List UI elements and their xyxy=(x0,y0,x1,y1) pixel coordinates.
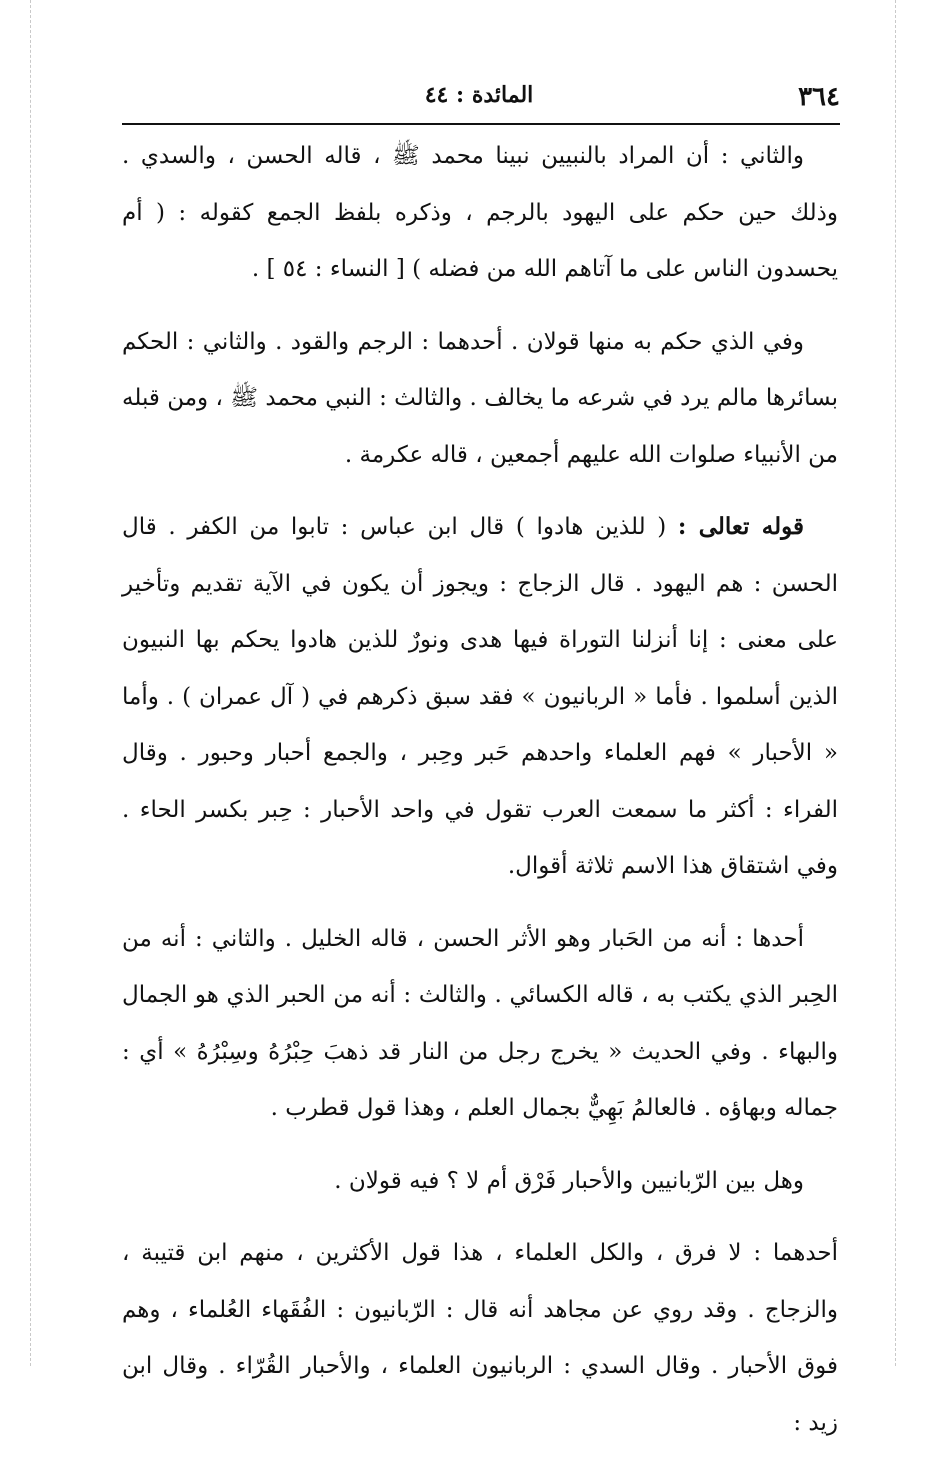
paragraph-lead: قوله تعالى : xyxy=(677,513,804,540)
scan-edge-line-left xyxy=(30,0,31,1366)
paragraph-3 xyxy=(122,499,838,895)
paragraph-4 xyxy=(122,911,838,1137)
running-head: المائدة : ٤٤ xyxy=(424,82,534,108)
page-number: ٣٦٤ xyxy=(798,82,840,112)
paragraph-text: ( للذين هادوا ) قال ابن عباس : تابوا من الكفر . قال الحسن : هم اليهود . قال الزجاج : ويجوز أن يكون في الآية تقديم وتأخير على معنى : إنا أنزلنا التوراة فيها هدى ونورٌ للذين هادوا يحكم بها النبيون الذين أسلموا . فأما « الربانيون » فقد سبق ذكرهم في ( آل عمران ) . وأما « الأحبار » فهم العلماء واحدهم حَبر وحِبر ، والجمع أحبار وحبور . وقال الفراء : أكثر ما سمعت العرب تقول في واحد الأحبار : حِبر بكسر الحاء . وفي اشتقاق هذا الاسم ثلاثة أقوال. xyxy=(122,514,838,879)
body-text xyxy=(122,128,838,1467)
paragraph-text: أحدها : أنه من الحَبار وهو الأثر الحسن ، قاله الخليل . والثاني : أنه من الحِبر الذي يكتب به ، قاله الكسائي . والثالث : أنه من الحبر الذي هو الجمال والبهاء . وفي الحديث « يخرج رجل من النار قد ذهبَ حِبْرُهُ وسِبْرُهُ » أي : جماله وبهاؤه . فالعالمُ بَهِيٌّ بجمال العلم ، وهذا قول قطرب . xyxy=(122,925,838,1121)
paragraph-6 xyxy=(122,1225,838,1451)
paragraph-5 xyxy=(122,1153,838,1210)
paragraph-text: وفي الذي حكم به منها قولان . أحدهما : الرجم والقود . والثاني : الحكم بسائرها مالم يرد في شرعه ما يخالف . والثالث : النبي محمد ﷺ ، ومن قبله من الأنبياء صلوات الله عليهم أجمعين ، قاله عكرمة . xyxy=(122,328,838,468)
paragraph-text: والثاني : أن المراد بالنبيين نبينا محمد ﷺ ، قاله الحسن ، والسدي . وذلك حين حكم على اليهود بالرجم ، وذكره بلفظ الجمع كقوله : ( أم يحسدون الناس على ما آتاهم الله من فضله ) [ النساء : ٥٤ ] . xyxy=(122,143,838,282)
scan-edge-line-right xyxy=(895,0,896,1366)
header-rule xyxy=(122,123,840,125)
paragraph-2 xyxy=(122,314,838,484)
paragraph-1 xyxy=(122,128,838,298)
paragraph-text: أحدهما : لا فرق ، والكل العلماء ، هذا قول الأكثرين ، منهم ابن قتيبة ، والزجاج . وقد روي عن مجاهد أنه قال : الرّبانيون : الفُقَهاء العُلماء ، وهم فوق الأحبار . وقال السدي : الربانيون العلماء ، والأحبار القُرّاء . وقال ابن زيد : xyxy=(122,1240,838,1436)
paragraph-text: وهل بين الرّبانيين والأحبار فَرْق أم لا ؟ فيه قولان . xyxy=(334,1167,804,1194)
page-header xyxy=(118,76,840,116)
